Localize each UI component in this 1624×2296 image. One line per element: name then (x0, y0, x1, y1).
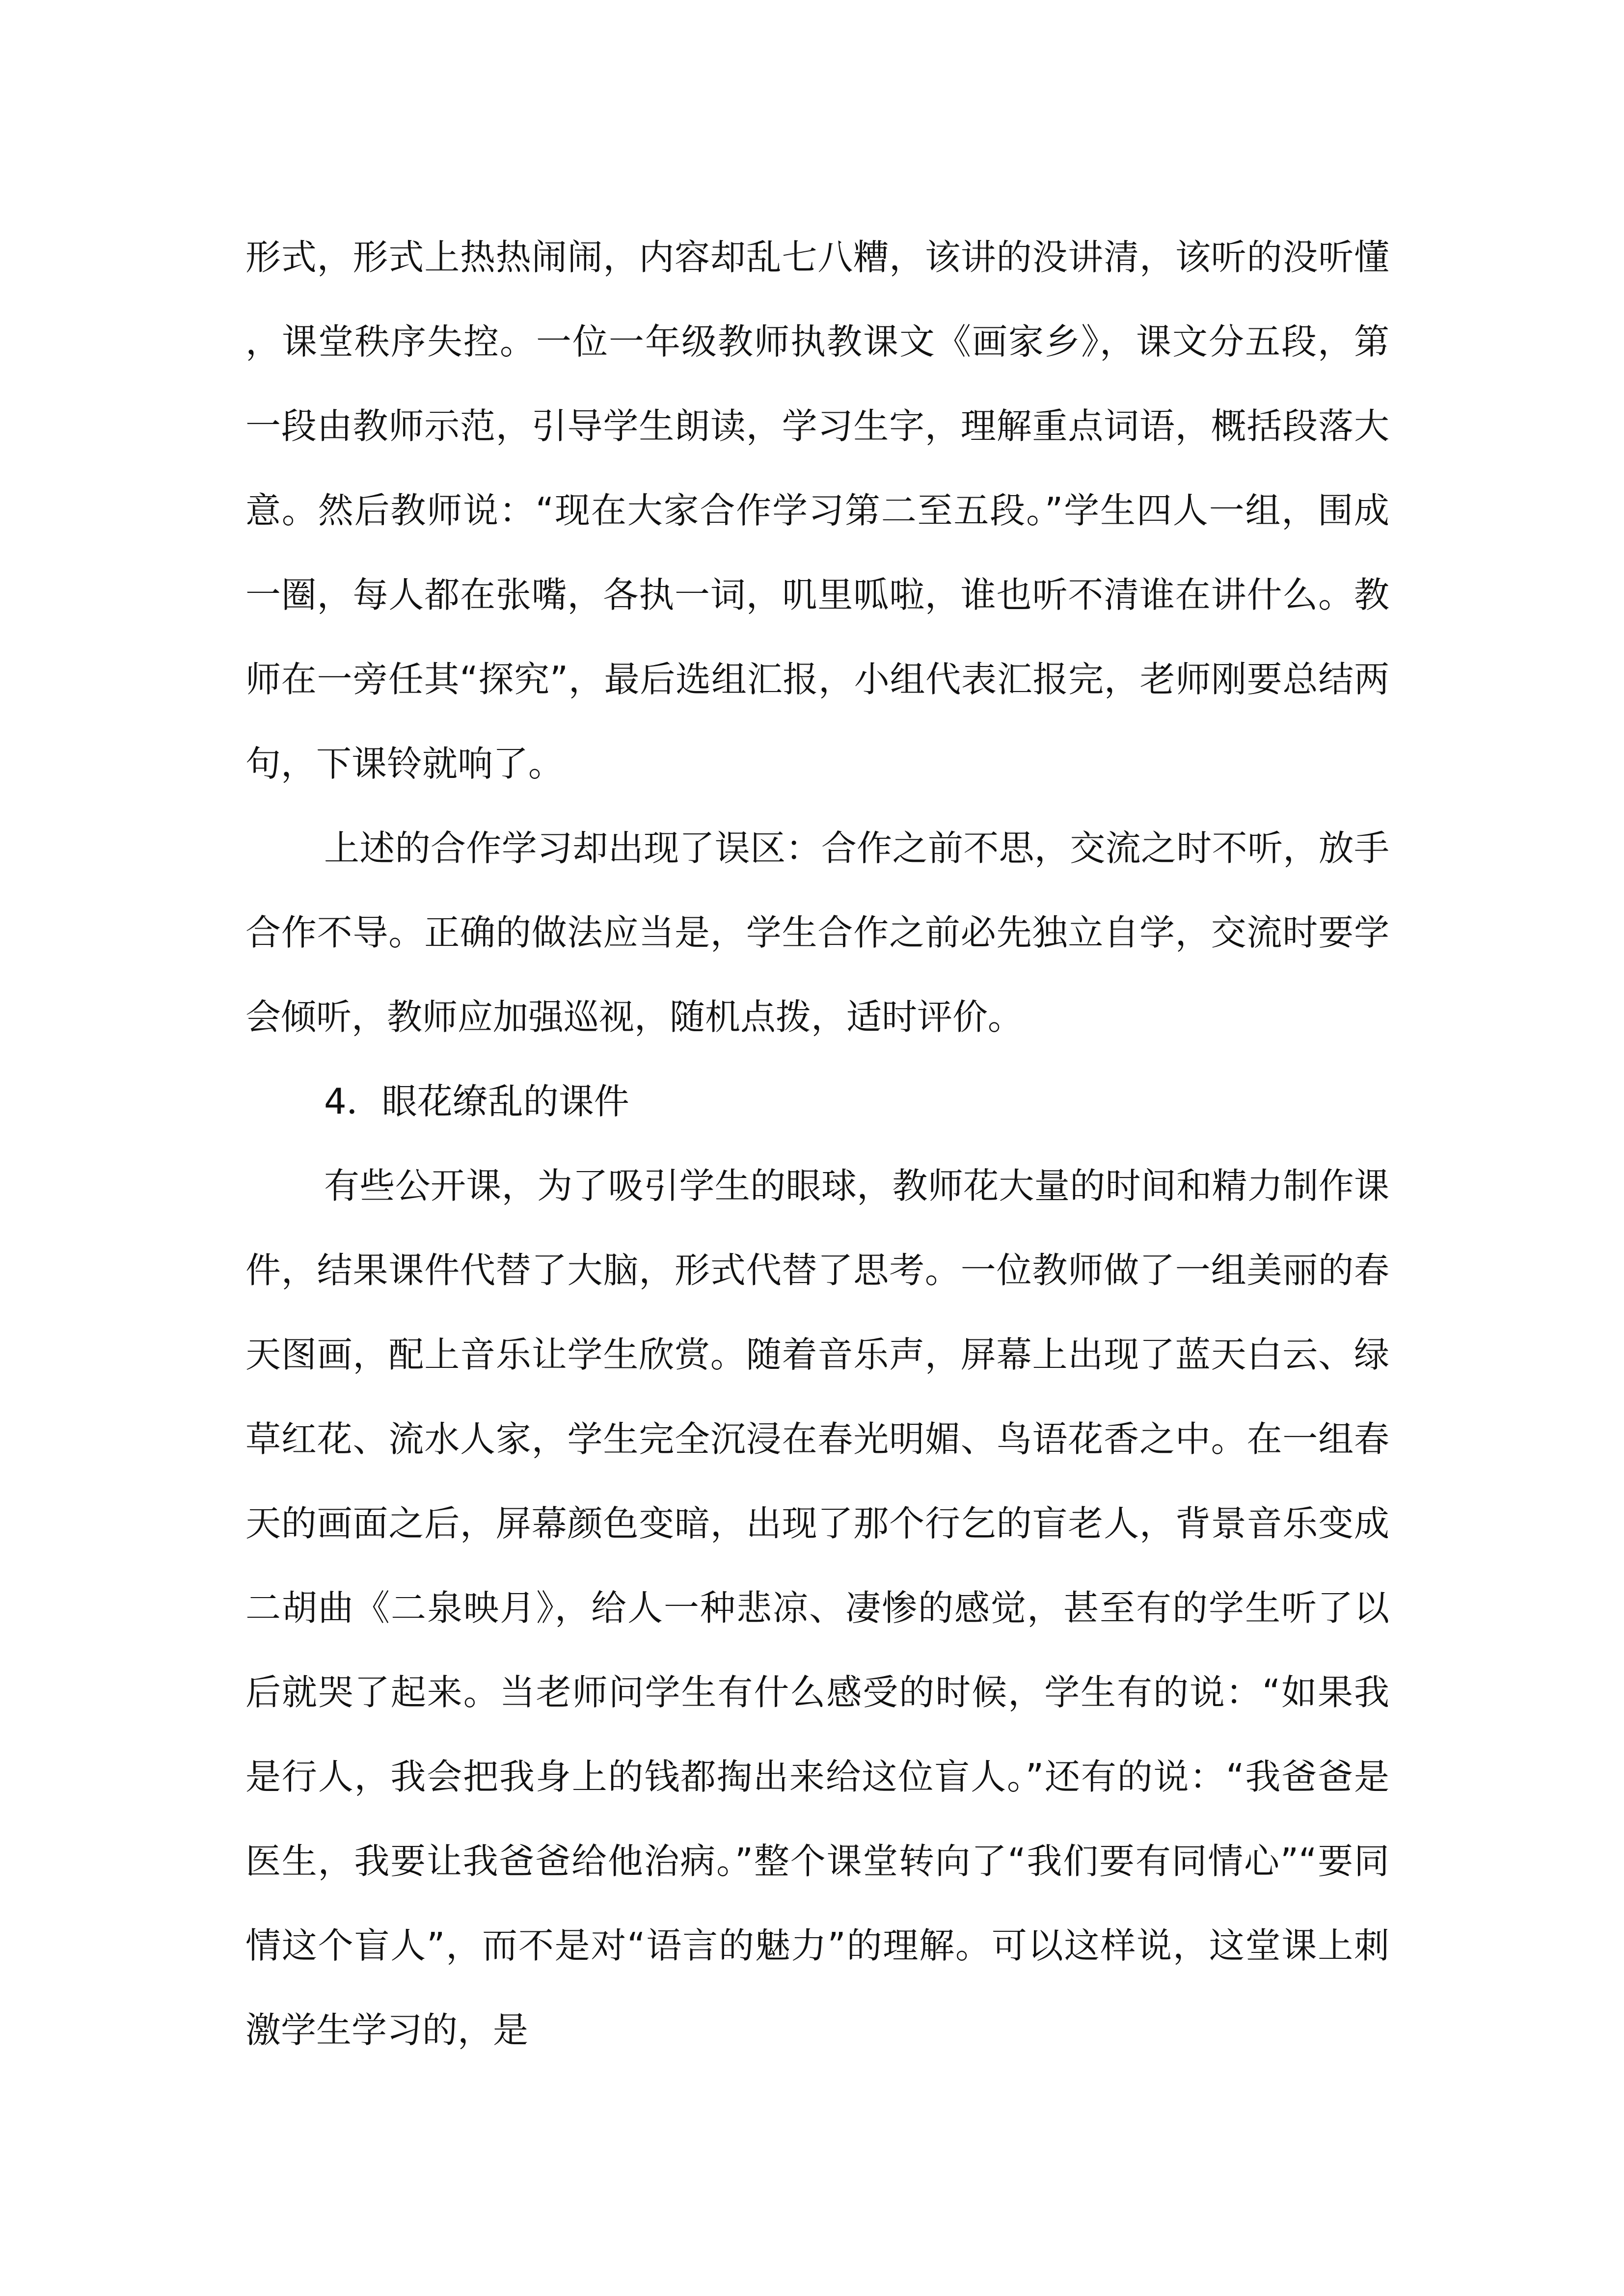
paragraph-analysis: 上述的合作学习却出现了误区：合作之前不思，交流之时不听，放手合作不导。正确的做法应当是，学生合作之前必先独立自学，交流时要学会倾听，教师应加强巡视，随机点拨，适时评价。 (245, 828, 1389, 1038)
paragraph-courseware: 有些公开课，为了吸引学生的眼球，教师花大量的时间和精力制作课件，结果课件代替了大脑，形式代替了思考。一位教师做了一组美丽的春天图画，配上音乐让学生欣赏。随着音乐声，屏幕上出现了蓝天白云、绿草红花、流水人家，学生完全沉浸在春光明媚、鸟语花香之中。在一组春天的画面之后，屏幕颜色变暗，出现了那个行乞的盲老人，背景音乐变成二胡曲《二泉映月》，给人一种悲凉、凄惨的感觉，甚至有的学生听了以后就哭了起来。当老师问学生有什么感受的时候，学生有的说：“如果我是行人，我会把我身上的钱都掏出来给这位盲人。”还有的说：“我爸爸是医生，我要让我爸爸给他治病。”整个课堂转向了“我们要有同情心”“要同情这个盲人”，而不是对“语言的魅力”的理解。可以这样说，这堂课上刺激学生学习的，是 (245, 1165, 1389, 2051)
document-body (245, 215, 1389, 2072)
paragraph-continued: 形式，形式上热热闹闹，内容却乱七八糟，该讲的没讲清，该听的没听懂，课堂秩序失控。一位一年级教师执教课文《画家乡》，课文分五段，第一段由教师示范，引导学生朗读，学习生字，理解重点词语，概括段落大意。然后教师说：“现在大家合作学习第二至五段。”学生四人一组，围成一圈，每人都在张嘴，各执一词，叽里呱啦，谁也听不清谁在讲什么。教师在一旁任其“探究”，最后选组汇报，小组代表汇报完，老师刚要总结两句，下课铃就响了。 (245, 237, 1389, 784)
section-heading: 4．眼花缭乱的课件 (324, 1081, 629, 1122)
